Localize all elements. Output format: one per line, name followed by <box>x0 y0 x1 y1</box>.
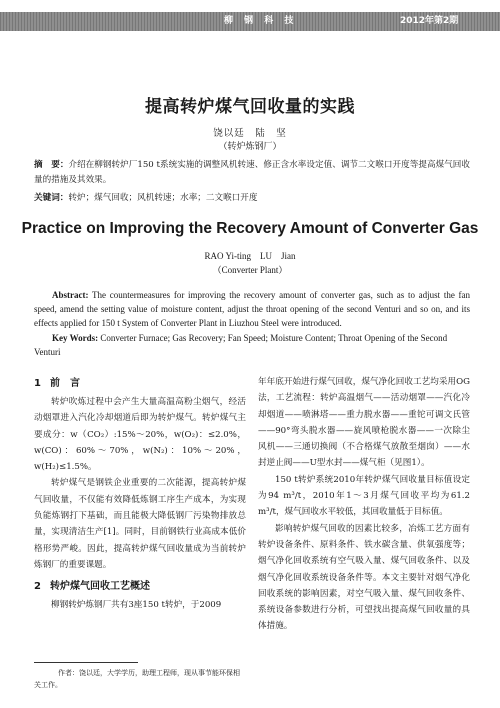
keywords-chinese <box>34 191 470 203</box>
section-1-paragraph-1: 转炉吹炼过程中会产生大量高温高粉尘烟气，经活动烟罩进入汽化冷却烟道后即为转炉煤气。转炉煤气主要成分：w（CO₂）:15%～20%，w(O₂)：≤2.0%，w(CO)：60%～70%，w(N₂)：10%～20%，w(H₂)≤1.5%。 <box>34 397 246 473</box>
section-2-title: 转炉煤气回收工艺概述 <box>50 581 150 593</box>
keywords-english <box>34 331 470 359</box>
section-1-title: 前 言 <box>50 378 80 389</box>
right-paragraph-1: 年年底开始进行煤气回收，煤气净化回收工艺均采用OG法，工艺流程：转炉高温烟气——活动烟罩——汽化冷却烟道——喷淋塔——重力脱水器——重铊可调文氏管——90°弯头脱水器——旋风喷枪脱水器——一次除尘风机——三通切换阀（不合格煤气放散至烟囱）——水封逆止阀——U型水封——煤气柜（见图1）。 <box>258 377 470 469</box>
keywords-chinese-text: 转炉；煤气回收；风机转速；水率；二文喉口开度 <box>68 193 258 203</box>
abstract-english-text: The countermeasures for improving the recovery amount of converter gas, such as to adjust the fan speed, amend the setting value of moisture content, adjust the throat opening of the second Venturi and so on, and its effects applied for 150 t System of Converter Plant in Liuzhou Steel were introduced. <box>34 290 470 328</box>
issue-number: 2012年第2期 <box>400 16 459 26</box>
footnote-divider <box>34 662 138 663</box>
section-2-heading <box>34 577 246 597</box>
section-1-number: 1 <box>34 378 41 389</box>
abstract-chinese <box>34 158 470 188</box>
section-1-paragraph-2: 转炉煤气是钢铁企业重要的二次能源，提高转炉煤气回收量，不仅能有效降低炼钢工序生产成本，为实现负能炼钢打下基础，而且能极大降低钢厂污染物排放总量，实现清洁生产[1]。同时，目前钢铁行业高成本低价格形势严峻。因此，提高转炉煤气回收量成为当前转炉炼钢厂的重要课题。 <box>34 478 246 570</box>
abstract-english-label: Abstract: <box>52 290 89 300</box>
section-2-paragraph-1: 柳钢转炉炼钢厂共有3座150 t转炉，于2009 <box>51 600 222 611</box>
affiliation-english: （Converter Plant） <box>212 265 288 275</box>
author-footnote: 作者：饶以廷，大学学历，助理工程师，现从事节能环保相关工作。 <box>34 669 240 689</box>
abstract-chinese-label: 摘 要： <box>34 160 69 170</box>
abstract-chinese-text: 介绍在柳钢转炉厂150 t系统实施的调整风机转速、修正含水率设定值、调节二文喉口开度等提高煤气回收量的措施及其效果。 <box>34 160 470 185</box>
title-english: Practice on Improving the Recovery Amount of Converter Gas <box>21 220 479 237</box>
keywords-english-label: Key Words: <box>52 333 99 343</box>
affiliation-chinese: （转炉炼钢厂） <box>218 142 282 152</box>
keywords-chinese-label: 关键词： <box>34 193 69 203</box>
left-column <box>34 374 246 614</box>
right-paragraph-2: 150 t转炉系统2010年转炉煤气回收量目标值设定为94 m³/t，2010年1～3月煤气回收平均为61.2 m³/t，煤气回收水平较低，其回收量低于目标值。 <box>258 474 470 518</box>
abstract-english <box>34 288 470 330</box>
authors-english: RAO Yi-ting LU Jian <box>204 251 296 261</box>
keywords-english-text: Converter Furnace; Gas Recovery; Fan Speed; Moisture Content; Throat Opening of the Second Venturi <box>34 333 448 357</box>
right-paragraph-3: 影响转炉煤气回收的因素比较多，冶炼工艺方面有转炉设备条件、原料条件、铁水碳含量、供氧强度等；烟气净化回收系统有空气吸入量、煤气回收条件、以及烟气净化回收系统设备条件等。本文主要针对烟气净化回收系统的影响因素，对空气吸入量、煤气回收条件、系统设备参数进行分析，可望找出提高煤气回收量的具体措施。 <box>258 523 470 632</box>
section-1-heading <box>34 374 246 394</box>
title-chinese: 提高转炉煤气回收量的实践 <box>145 97 355 117</box>
authors-chinese: 饶以廷 陆 坚 <box>213 128 287 139</box>
journal-name: 柳 钢 科 技 <box>224 16 298 26</box>
section-2-number: 2 <box>34 581 41 593</box>
right-column <box>258 374 470 635</box>
